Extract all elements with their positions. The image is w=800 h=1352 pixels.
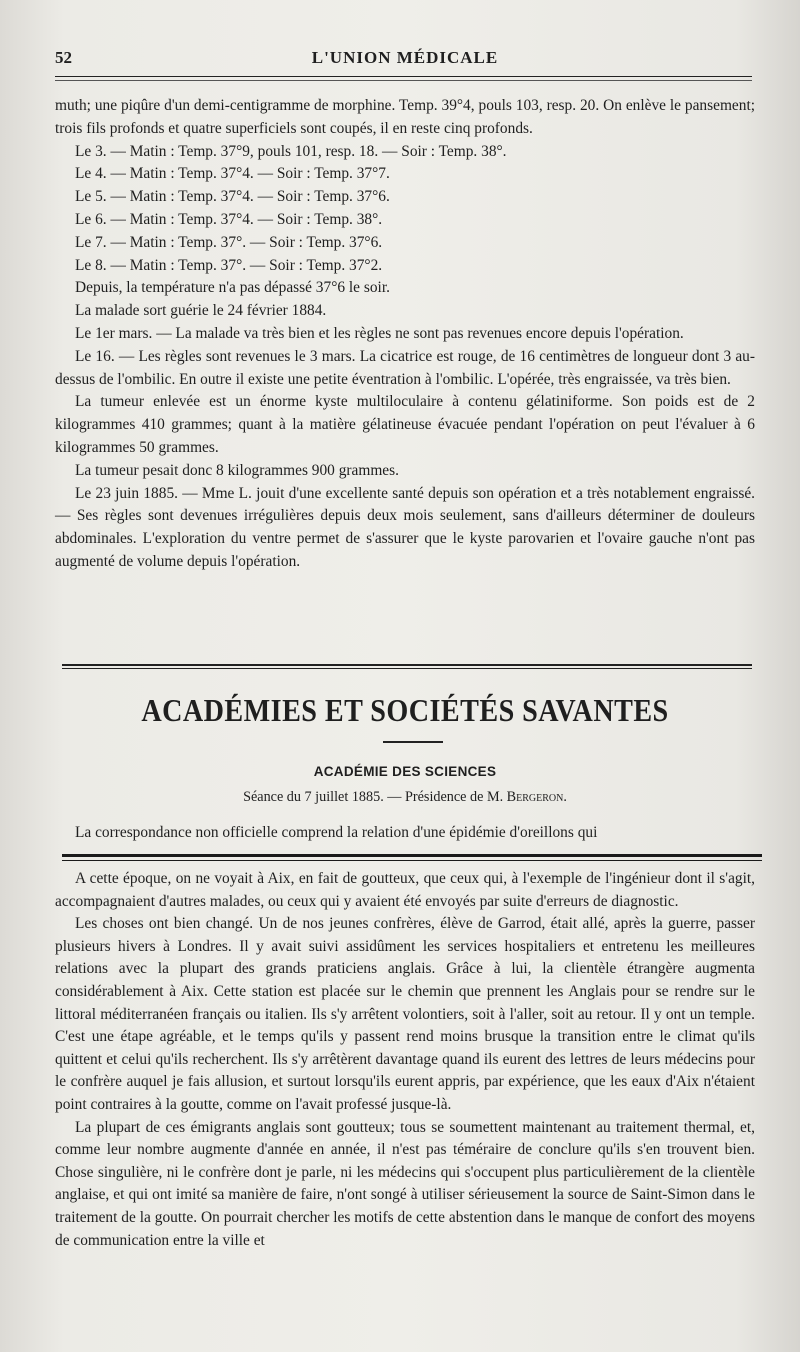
president-name: Bergeron xyxy=(506,789,564,805)
case-report xyxy=(55,95,755,574)
feuilleton-rule-thick xyxy=(62,854,762,857)
seance-suffix: . xyxy=(563,789,567,805)
case-line: Le 7. — Matin : Temp. 37°. — Soir : Temp. 37°6. xyxy=(75,233,383,251)
page-number: 52 xyxy=(55,48,72,67)
case-line: Le 3. — Matin : Temp. 37°9, pouls 101, resp. 18. — Soir : Temp. 38°. xyxy=(75,142,507,160)
academy-text xyxy=(55,822,755,845)
header-rule xyxy=(55,76,752,77)
seance-line xyxy=(55,789,755,806)
page-header xyxy=(55,44,755,74)
case-line: Le 1er mars. — La malade va très bien et les règles ne sont pas revenues encore depuis l'opération. xyxy=(75,324,684,342)
case-line: Depuis, la température n'a pas dépassé 37°6 le soir. xyxy=(75,279,390,297)
feuilleton-paragraph: La plupart de ces émigrants anglais sont goutteux; tous se soumettent maintenant au traitement thermal, et, comme leur nombre augmente d'année en année, il n'est pas téméraire de conclure qu'ils s'en trouvent bien. Chose singulière, ni le confrère dont je parle, ni les médecins qui s'occupent plus particulièrement de la clientèle anglaise, et qui ont imité sa manière de faire, n'ont songé à utiliser sérieusement la source de Saint-Simon dans le traitement de la goutte. On pourrait chercher les motifs de cette abstention dans le manque de confort des moyens de communication entre la ville et xyxy=(55,1118,755,1249)
header-rule-secondary xyxy=(55,80,752,81)
case-line: Le 6. — Matin : Temp. 37°4. — Soir : Temp. 38°. xyxy=(75,210,383,228)
section-rule-bottom xyxy=(62,668,752,669)
case-line: Le 8. — Matin : Temp. 37°. — Soir : Temp. 37°2. xyxy=(75,256,383,274)
case-line: muth; une piqûre d'un demi-centigramme de morphine. Temp. 39°4, pouls 103, resp. 20. On enlève le pansement; trois fils profonds et quatre superficiels sont coupés, il en reste cinq profonds. xyxy=(55,97,755,137)
title-rule xyxy=(383,741,443,743)
case-line: La tumeur pesait donc 8 kilogrammes 900 grammes. xyxy=(75,461,399,479)
case-line: Le 16. — Les règles sont revenues le 3 mars. La cicatrice est rouge, de 16 centimètres de longueur dont 3 au-dessus de l'ombilic. En outre il existe une petite éventration à l'ombilic. L'opérée, très engraissée, va très bien. xyxy=(55,347,755,388)
feuilleton-text xyxy=(55,868,755,1252)
case-line: Le 4. — Matin : Temp. 37°4. — Soir : Temp. 37°7. xyxy=(75,165,390,183)
case-line: La malade sort guérie le 24 février 1884. xyxy=(75,302,327,320)
section-rule-top xyxy=(62,664,752,666)
academy-first-line: La correspondance non officielle comprend la relation d'une épidémie d'oreillons qui xyxy=(75,824,598,841)
case-line: Le 5. — Matin : Temp. 37°4. — Soir : Temp. 37°6. xyxy=(75,188,390,206)
case-line: La tumeur enlevée est un énorme kyste multiloculaire à contenu gélatiniforme. Son poids est de 2 kilogrammes 410 grammes; quant à la matière gélatineuse évacuée pendant l'opération on peut l'évaluer à 6 kilogrammes 50 grammes. xyxy=(55,393,755,456)
running-title: L'UNION MÉDICALE xyxy=(311,48,499,67)
feuilleton-paragraph: Les choses ont bien changé. Un de nos jeunes confrères, élève de Garrod, était allé, après la guerre, passer plusieurs hivers à Londres. Il y avait suivi assidûment les services hospitaliers et entretenu les meilleures relations avec la plupart des grands praticiens anglais. Grâce à lui, la clientèle étrangère augmenta considérablement à Aix. Cette station est placée sur le chemin que prennent les Anglais pour se rendre sur le littoral méditerranéen français ou italien. Ils s'y arrêtent volontiers, soit à l'aller, soit au retour. Il y ont un temple. C'est une étape agréable, et le temps qu'ils y passent rend moins brusque la transition entre le climat qu'ils quittent et celui qu'ils recherchent. Ils s'y arrêtèrent davantage quand ils eurent des lettres de leurs médecins pour le confrère auquel je fais allusion, et surtout lorsqu'ils eurent appris, par expérience, que les eaux d'Aix n'étaient point contraires à la goutte, comme on l'avait professé jusque-là. xyxy=(55,915,755,1113)
case-line: Le 23 juin 1885. — Mme L. jouit d'une excellente santé depuis son opération et a très notablement engraissé. — Ses règles sont devenues irrégulières depuis deux mois seulement, sans d'ailleurs déterminer de douleurs abdominales. L'exploration du ventre permet de s'assurer que le kyste parovarien et l'ovaire gauche n'ont pas augmenté de volume depuis l'opération. xyxy=(55,484,755,570)
feuilleton-rule-thin xyxy=(62,860,762,861)
section-title: ACADÉMIES ET SOCIÉTÉS SAVANTES xyxy=(141,692,669,728)
seance-prefix: Séance du 7 juillet 1885. — Présidence de M. xyxy=(243,789,507,805)
subsection-title: ACADÉMIE DES SCIENCES xyxy=(313,764,497,779)
feuilleton-paragraph: A cette époque, on ne voyait à Aix, en fait de goutteux, que ceux qui, à l'exemple de l'ingénieur dont il s'agit, accompagnaient d'autres malades, ou ceux qui y avaient été envoyés par suite d'erreurs de diagnostic. xyxy=(55,870,755,910)
